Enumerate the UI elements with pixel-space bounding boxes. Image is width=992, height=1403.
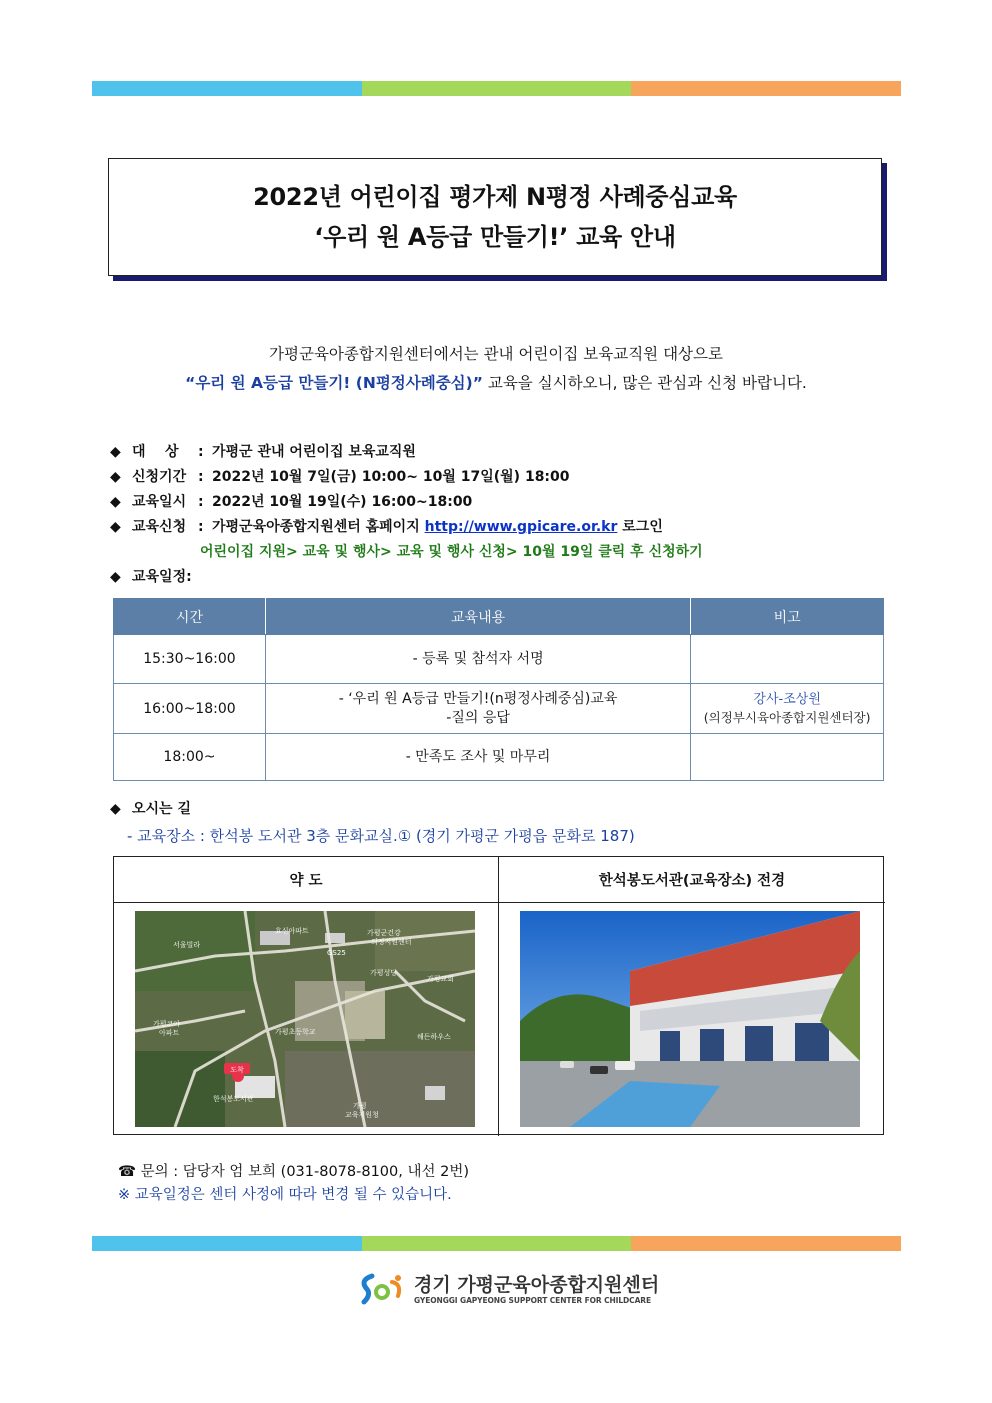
diamond-bullet-icon: ◆: [110, 469, 121, 485]
map-label: 가평초등학교: [275, 1028, 316, 1036]
map-label: 해든하우스: [417, 1033, 451, 1041]
stripe-orange: [631, 1236, 901, 1251]
info-row-target: [110, 440, 703, 465]
top-color-stripe: [92, 81, 901, 96]
edu-apply-path: 어린이집 지원> 교육 및 행사> 교육 및 행사 신청> 10월 19일 클릭 후 신청하기: [200, 544, 703, 560]
footer-texts: [414, 1274, 659, 1305]
content-line: -질의 응답: [446, 709, 510, 726]
intro-line-1: 가평군육아종합지원센터에서는 관내 어린이집 보육교직원 대상으로: [269, 345, 723, 363]
map-label: 가평교회: [427, 975, 455, 983]
info-row-schedule: [110, 565, 703, 590]
intro-line-2: [0, 371, 992, 393]
map-label: 아파트: [159, 1029, 180, 1037]
info-label: 대 상: [132, 444, 179, 460]
instructor-name: 강사-조상원: [753, 691, 821, 707]
location-map-image: [135, 911, 475, 1127]
library-photo-image: [520, 911, 860, 1127]
footer-center-english: GYEONGGI GAPYEONG SUPPORT CENTER FOR CHILDCARE: [414, 1295, 651, 1305]
info-colon: :: [198, 494, 204, 510]
diamond-bullet-icon: ◆: [110, 801, 121, 817]
content-line: - ‘우리 원 A등급 만들기!(n평정사례중심)교육: [338, 690, 618, 707]
diamond-bullet-icon: ◆: [110, 519, 121, 535]
info-colon: :: [198, 519, 204, 535]
table-row: [114, 734, 884, 781]
title-box: [108, 158, 882, 276]
intro-line-2-rest: 교육을 실시하오니, 많은 관심과 신청 바랍니다.: [482, 374, 807, 392]
stripe-cyan: [92, 81, 362, 96]
contact-info: [118, 1160, 469, 1181]
contact-text: 문의 : 담당자 엄 보희 (031-8078-8100, 내선 2번): [136, 1164, 469, 1180]
map-photo-table: [113, 856, 884, 1135]
cell-content: [265, 734, 690, 781]
intro-highlight: “우리 원 A등급 만들기! (N평정사례중심)”: [185, 374, 483, 392]
table-row: [114, 684, 884, 734]
footer-center-name: 경기 가평군육아종합지원센터: [414, 1273, 660, 1296]
bottom-color-stripe: [92, 1236, 901, 1251]
edu-apply-suffix: 로그인: [617, 519, 663, 535]
column-header-note: 비고: [691, 599, 884, 635]
info-colon: :: [198, 469, 204, 485]
info-list: [110, 440, 703, 590]
stripe-green: [362, 81, 632, 96]
cell-time: 15:30~16:00: [114, 635, 266, 684]
cell-content: [265, 684, 690, 734]
directions-title: [110, 798, 191, 818]
stripe-green: [362, 1236, 632, 1251]
title-line-1: 2022년 어린이집 평가제 N평정 사례중심교육: [253, 183, 737, 211]
stripe-orange: [631, 81, 901, 96]
map-label: 가평: [353, 1102, 367, 1110]
map-label: 의정지원센터: [371, 938, 412, 946]
info-value: [212, 515, 663, 540]
instructor-title: (의정부시육아종합지원센터장): [703, 709, 871, 725]
cell-note: [691, 684, 884, 734]
map-label: 가평성당: [370, 969, 398, 977]
column-header-content: 교육내용: [265, 599, 690, 635]
info-label: 교육신청: [132, 519, 187, 535]
homepage-link[interactable]: http://www.gpicare.or.kr: [424, 519, 618, 535]
cell-time: 16:00~18:00: [114, 684, 266, 734]
cell-note: [691, 734, 884, 781]
title-line-2: ‘우리 원 A등급 만들기!’ 교육 안내: [314, 223, 676, 251]
map-header: 약 도: [114, 857, 499, 903]
diamond-bullet-icon: ◆: [110, 569, 121, 585]
diamond-bullet-icon: ◆: [110, 444, 121, 460]
content-line: - 등록 및 참석자 서명: [412, 650, 544, 667]
map-label: 효신아파트: [275, 927, 309, 935]
map-label: 가평코아: [153, 1020, 181, 1028]
content-line: - 만족도 조사 및 마무리: [405, 748, 551, 765]
info-value: 가평군 관내 어린이집 보육교직원: [212, 444, 416, 460]
map-label: GS25: [327, 949, 346, 957]
cell-time: 18:00~: [114, 734, 266, 781]
cell-note: [691, 635, 884, 684]
edu-apply-prefix: 가평군육아종합지원센터 홈페이지: [212, 519, 425, 535]
info-label: 신청기간: [132, 469, 187, 485]
map-label: 서울빌라: [173, 941, 201, 949]
center-logo-icon: [358, 1272, 408, 1306]
photo-cell: [499, 903, 885, 1136]
phone-icon: ☎: [118, 1164, 137, 1180]
table-row: [114, 635, 884, 684]
info-row-edu-date: [110, 490, 703, 515]
info-row-edu-apply: [110, 515, 703, 540]
schedule-change-notice: ※ 교육일정은 센터 사정에 따라 변경 될 수 있습니다.: [118, 1187, 452, 1203]
map-label: 교육지원청: [345, 1111, 379, 1119]
map-pin-label: 도착: [230, 1066, 244, 1074]
stripe-cyan: [92, 1236, 362, 1251]
photo-header: 한석봉도서관(교육장소) 전경: [499, 857, 885, 903]
diamond-bullet-icon: ◆: [110, 494, 121, 510]
footer-logo: [358, 1272, 659, 1306]
table-header-row: [114, 599, 884, 635]
info-colon: :: [198, 444, 204, 460]
education-place: - 교육장소 : 한석봉 도서관 3층 문화교실.① (경기 가평군 가평읍 문화로 187): [127, 827, 635, 845]
info-value: 2022년 10월 19일(수) 16:00~18:00: [212, 494, 473, 510]
info-row-apply-period: [110, 465, 703, 490]
map-cell: [114, 903, 499, 1136]
info-value: 2022년 10월 7일(금) 10:00~ 10월 17일(월) 18:00: [212, 469, 570, 485]
directions-title-text: 오시는 길: [132, 801, 191, 817]
map-label: 가평군건강: [367, 929, 401, 937]
schedule-table: [113, 598, 884, 781]
schedule-label: 교육일정:: [132, 569, 192, 585]
info-label: 교육일시: [132, 494, 187, 510]
map-label: 한석봉도서관: [213, 1095, 254, 1103]
cell-content: [265, 635, 690, 684]
column-header-time: 시간: [114, 599, 266, 635]
